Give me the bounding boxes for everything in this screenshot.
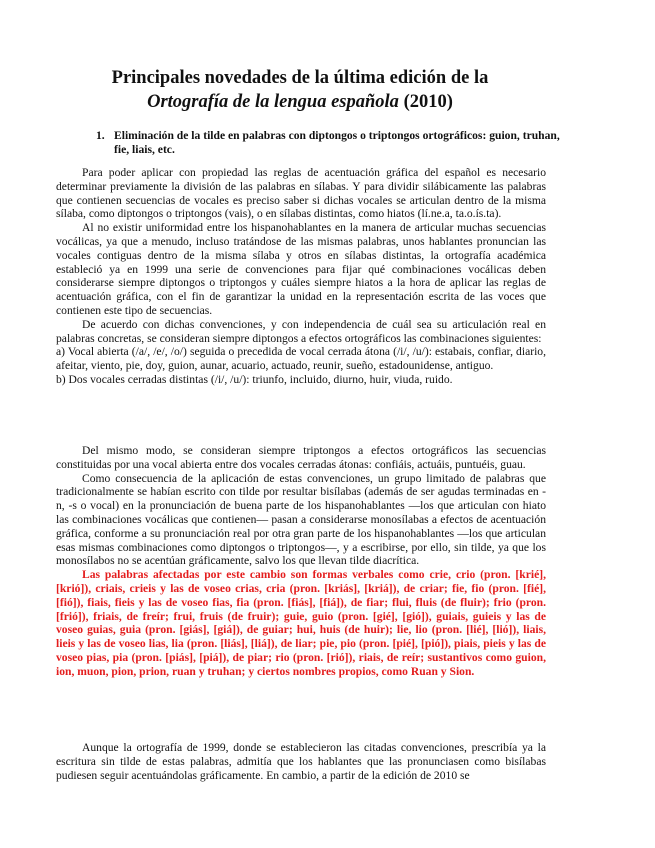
document-title [56,66,544,114]
paragraph: Del mismo modo, se consideran siempre triptongos a efectos ortográficos las secuencias constituidas por una vocal abierta entre dos vocales cerradas átonas: confiáis, actuáis, puntuéis, guau. [56,444,546,471]
paragraph: Al no existir uniformidad entre los hispanohablantes en la manera de articular muchas secuencias vocálicas, ya que a menudo, incluso tratándose de las mismas palabras, unos hablantes pronuncian las vocales contiguas dentro de la misma sílaba y otros en sílabas distintas, la ortografía académica estableció ya en 1999 una serie de convenciones para fijar qué combinaciones vocálicas deben considerarse siempre diptongos o triptongos y cuáles siempre hiatos a la hora de aplicar las reglas de acentuación gráfica, con el fin de garantizar la unidad en la representación escrita de las voces que contienen este tipo de secuencias. [56,221,546,317]
list-item-b: b) Dos vocales cerradas distintas (/i/, /u/): triunfo, incluido, diurno, huir, viuda, ruido. [56,372,453,386]
paragraph: Como consecuencia de la aplicación de estas convenciones, un grupo limitado de palabras que tradicionalmente se habían escrito con tilde por resultar bisílabas (además de ser agudas terminadas en -n, -s o vocal) en la pronunciación de buena parte de los hispanohablantes —los que articulan con hiato las combinaciones vocálicas que contienen— pasan a considerarse monosílabas a efectos de acentuación gráfica, conforme a su pronunciación real por otra gran parte de los hispanohablantes —los que articulan esas mismas combinaciones como diptongos o triptongos—, y a escribirse, por ello, sin tilde, ya que los monosílabos no se acentúan gráficamente, salvo los que llevan tilde diacrítica. [56,471,546,568]
paragraph: Aunque la ortografía de 1999, donde se establecieron las citadas convenciones, prescribía ya la escritura sin tilde de estas palabras, admitía que los hablantes que las pronunciasen como bisílabas pudiesen seguir acentuándolas gráficamente. En cambio, a partir de la edición de 2010 se [56,741,546,782]
highlighted-paragraph: Las palabras afectadas por este cambio son formas verbales como crie, crio (pron. [krié], [krió]), criais, crieis y las de voseo crias, cria (pron. [kriás], [kriá]), de criar; fie, fio (pron. [fié], [fió]), fiais, fieis y las de voseo fias, fia (pron. [fiás], [fiá]), de fiar; flui, fluis (de fluir); frio (pron. [frió]), friais, de freír; frui, fruis (de fruir); guie, guio (pron. [gié], [gió]), guiais, guieis y las de voseo guias, guia (pron. [giás], [giá]), de guiar; hui, huis (de huir); lie, lio (pron. [lié], [lió]), liais, lieis y las de voseo lias, lia (pron. [liás], [liá]), de liar; pie, pio (pron. [pié], [pió]), piais, pieis y las de voseo pias, pia (pron. [piás], [piá]), de piar; rio (pron. [rió]), riais, de reír; sustantivos como guion, ion, muon, pion, prion, ruan y truhan; y ciertos nombres propios, como Ruan y Sion. [56,568,546,678]
body-block-3 [56,741,546,782]
title-year: (2010) [398,92,453,112]
body-block-1 [56,166,546,387]
paragraph: De acuerdo con dichas convenciones, y con independencia de cuál sea su articulación real en palabras concretas, se consideran siempre diptongos a efectos ortográficos las combinaciones siguientes: [56,317,546,345]
paragraph: Para poder aplicar con propiedad las reglas de acentuación gráfica del español es necesario determinar previamente la división de las palabras en sílabas. Y para dividir silábicamente las palabras que contienen secuencias de vocales es preciso saber si dichas vocales se articulan dentro de la misma sílaba, como diptongos o triptongos (vais), o en sílabas distintas, como hiatos (lí.ne.a, ta.o.ís.ta). [56,166,546,221]
title-italic: Ortografía de la lengua española [147,92,399,112]
list-item-a: a) Vocal abierta (/a/, /e/, /o/) seguida o precedida de vocal cerrada átona (/i/, /u/): estabais, confiar, diario, afeitar, viento, pie, doy, guion, aunar, acuario, actuado, reunir, sueño, estadounidense, antiguo. [56,345,546,373]
body-block-2 [56,444,546,679]
section-heading-text: Eliminación de la tilde en palabras con diptongos o triptongos ortográficos: guion, truhan, fie, liais, etc. [114,129,560,156]
title-line-2 [56,90,544,114]
title-line-1: Principales novedades de la última edición de la [111,68,489,88]
section-number: 1. [96,129,105,142]
